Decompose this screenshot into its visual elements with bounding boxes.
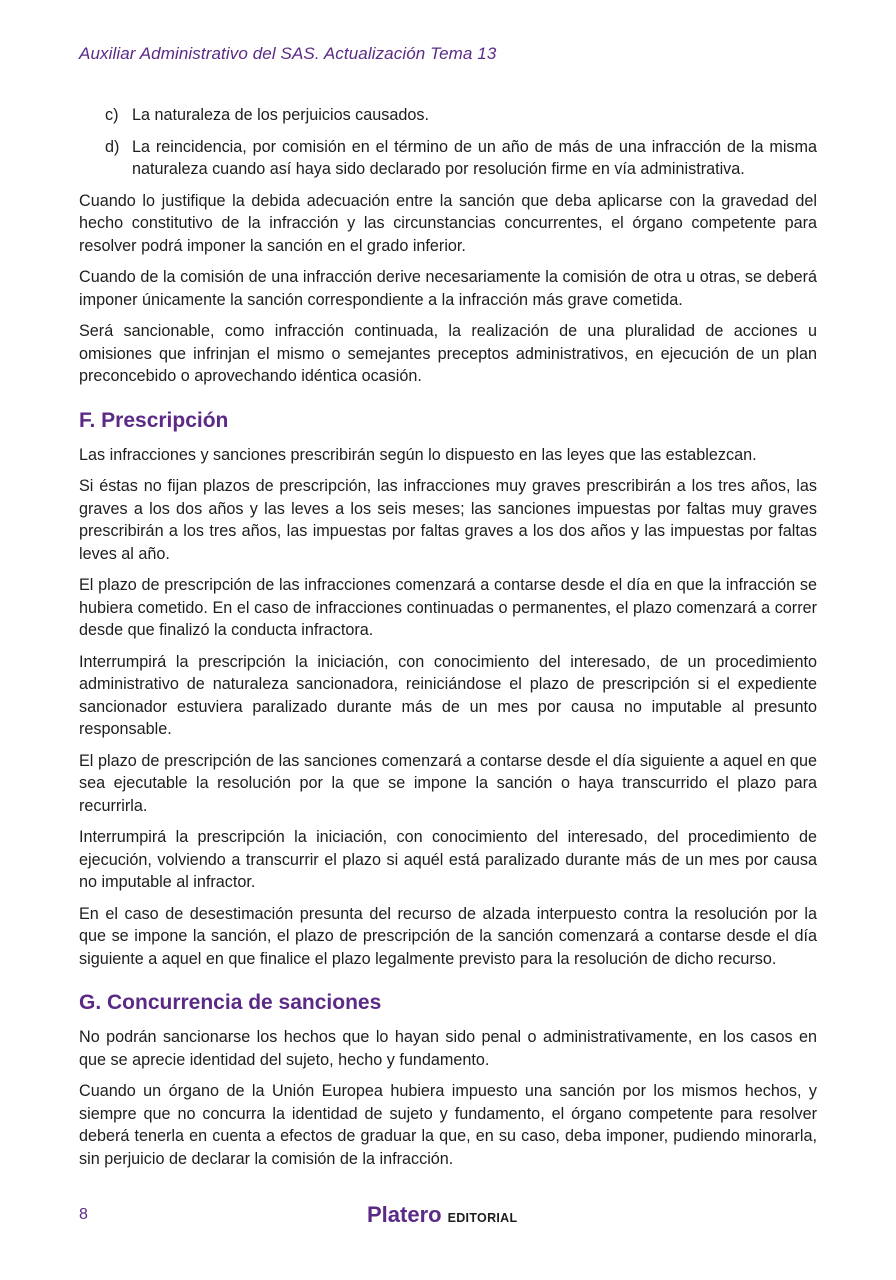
- paragraph: Si éstas no fijan plazos de prescripción, las infracciones muy graves prescribirán a los tres años, las graves a los dos años y las leves a los seis meses; las sanciones impuestas por faltas muy graves prescribirán a los tres años, las impuestas por faltas graves a los dos años y las impuestas por faltas leves al año.: [79, 477, 817, 563]
- paragraph: Cuando lo justifique la debida adecuación entre la sanción que deba aplicarse con la gravedad del hecho constitutivo de la infracción y las circunstancias concurrentes, el órgano competente para resolver podrá imponer la sanción en el grado inferior.: [79, 191, 817, 255]
- paragraph: El plazo de prescripción de las infracciones comenzará a contarse desde el día en que la infracción se hubiera cometido. En el caso de infracciones continuadas o permanentes, el plazo comenzará a correr desde que finalizó la conducta infractora.: [79, 576, 817, 639]
- paragraph: El plazo de prescripción de las sanciones comenzará a contarse desde el día siguiente a aquel en que sea ejecutable la resolución por la que se impone la sanción o haya transcurrido el plazo para recurrirla.: [79, 751, 817, 815]
- paragraph: En el caso de desestimación presunta del recurso de alzada interpuesto contra la resolución por la que se impone la sanción, el plazo de prescripción de la sanción comenzará a contarse desde el día siguiente a aquel en que finalice el plazo legalmente previsto para la resolución de dicho recurso.: [79, 904, 817, 968]
- paragraph: Cuando un órgano de la Unión Europea hubiera impuesto una sanción por los mismos hechos, y siempre que no concurra la identidad de sujeto y fundamento, el órgano competente para resolver deberá tenerla en cuenta a efectos de graduar la que, en su caso, deba imponer, pudiendo minorarla, sin perjuicio de declarar la comisión de la infracción.: [79, 1082, 817, 1168]
- list-marker: c): [105, 106, 119, 124]
- paragraph: Las infracciones y sanciones prescribirán según lo dispuesto en las leyes que las establezcan.: [79, 445, 757, 464]
- brand-name: Platero: [367, 1202, 442, 1227]
- paragraph: Cuando de la comisión de una infracción derive necesariamente la comisión de otra u otras, se deberá imponer únicamente la sanción correspondiente a la infracción más grave cometida.: [79, 268, 817, 309]
- running-header: Auxiliar Administrativo del SAS. Actualización Tema 13: [79, 44, 497, 63]
- section-heading-prescripcion: F. Prescripción: [79, 408, 229, 432]
- page-body: [79, 104, 817, 1179]
- paragraph: Interrumpirá la prescripción la iniciación, con conocimiento del interesado, del procedimiento de ejecución, volviendo a transcurrir el plazo si aquél está paralizado durante más de un mes por causa no imputable al infractor.: [79, 828, 817, 891]
- list-item: [105, 136, 817, 181]
- page-number: 8: [79, 1206, 88, 1223]
- brand-subtitle: EDITORIAL: [447, 1211, 518, 1225]
- publisher-logo: [367, 1202, 517, 1228]
- list-marker: d): [105, 137, 120, 156]
- list-item-text: La reincidencia, por comisión en el término de un año de más de una infracción de la misma naturaleza cuando así haya sido declarado por resolución firme en vía administrativa.: [132, 137, 817, 178]
- paragraph: No podrán sancionarse los hechos que lo hayan sido penal o administrativamente, en los casos en que se aprecie identidad del sujeto, hecho y fundamento.: [79, 1028, 817, 1069]
- paragraph: Interrumpirá la prescripción la iniciación, con conocimiento del interesado, de un procedimiento administrativo de naturaleza sancionadora, reiniciándose el plazo de prescripción si el expediente sancionador estuviera paralizado durante más de un mes por causa no imputable al presunto responsable.: [79, 652, 817, 738]
- list-item: [105, 104, 817, 127]
- paragraph: Será sancionable, como infracción continuada, la realización de una pluralidad de acciones u omisiones que infrinjan el mismo o semejantes preceptos administrativos, en ejecución de un plan preconcebido o aprovechando idéntica ocasión.: [79, 322, 817, 385]
- list-item-text: La naturaleza de los perjuicios causados.: [132, 106, 429, 124]
- section-heading-concurrencia: G. Concurrencia de sanciones: [79, 991, 382, 1014]
